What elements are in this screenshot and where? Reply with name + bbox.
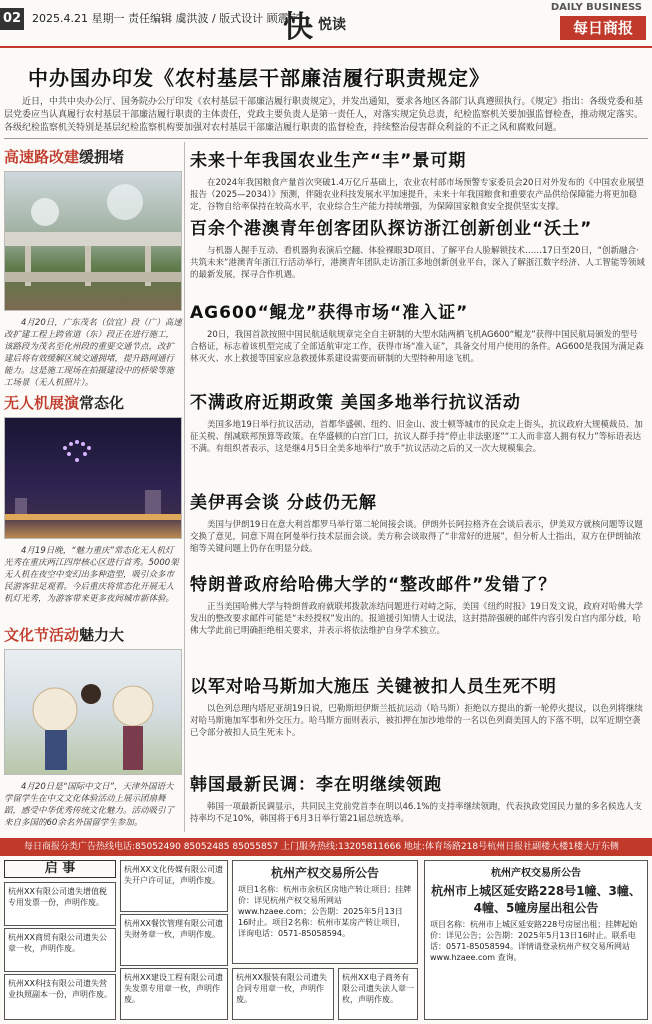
article-body: 正当美国哈佛大学与特朗普政府就联邦拨款冻结问题进行对峙之际，美国《纽约时报》19日发文说，政府对哈佛大学发出的整改要求邮件可能是“未经授权”发出的。报道援引知情人士说法，这封措辞强硬的邮件内容引发白宫内部分歧，哈佛大学此前已明确拒绝相关要求，并表示将依法维护自身学术独立。 bbox=[190, 602, 643, 636]
article-body: 在2024年我国粮食产量首次突破1.4万亿斤基础上，农业农村部市场预警专家委员会20日对外发布的《中国农业展望报告（2025—2034）》预测，伴随农业科技发展水平加速提升，未来十年我国粮食和重要农产品供给保障能力将更加稳定，谷物自给率保持在较高水平，农业综合生产能力持续增强，为保障国家粮食安全提供坚实支撑。 bbox=[190, 178, 644, 212]
property-exchange-notice bbox=[232, 860, 418, 964]
notice-title: 杭州产权交易所公告 bbox=[270, 866, 379, 880]
notice-body: 项目1名称：杭州市余杭区房地产转让项目；挂牌价：详见杭州产权交易所网站 www.hzaee.com；公告期：2025年5月13日16时止。项目2名称：杭州市某房产转让项目，详询电话：0571-85058594。 bbox=[238, 885, 412, 938]
ad-item: 杭州XX文化传媒有限公司遗失开户许可证，声明作废。 bbox=[120, 860, 228, 912]
article-body: 与机器人握手互动、看机器狗表演后空翻、体验裸眼3D项目、了解平台人脸解锁技术……17日至20日，“创新融合·共筑未来”港澳青年浙江行活动举行，港澳青年团队走访浙江多地创新创业平台，深入了解浙江数字经济、人工智能等领域的最新发展，探寻合作机遇。 bbox=[190, 246, 645, 280]
ad-item: 杭州XX有限公司遗失增值税专用发票一份，声明作废。 bbox=[4, 882, 116, 926]
lead-headline: 中办国办印发《农村基层干部廉洁履行职责规定》 bbox=[28, 66, 490, 90]
article-body: 以色列总理内塔尼亚胡19日说，巴勒斯坦伊斯兰抵抗运动（哈马斯）拒绝以方提出的新一轮停火提议，以色列将继续对哈马斯施加军事和外交压力。哈马斯方面则表示，被扣押在加沙地带的一名以色列裔美国人的下落不明，以军近期空袭已令部分被扣人员生死未卜。 bbox=[190, 704, 643, 738]
article-headline: 美伊再会谈 分歧仍无解 bbox=[190, 493, 377, 513]
page-header bbox=[0, 0, 652, 48]
article-headline: 以军对哈马斯加大施压 关键被扣人员生死不明 bbox=[190, 677, 557, 697]
article-headline: 百余个港澳青年创客团队探访浙江创新创业“沃土” bbox=[190, 219, 593, 239]
notice-title: 杭州市上城区延安路228号1幢、3幢、4幢、5幢房屋出租公告 bbox=[431, 884, 641, 915]
article-2 bbox=[190, 214, 646, 281]
section-word: 悦读 bbox=[318, 17, 346, 33]
highway-photo-illustration bbox=[5, 172, 182, 311]
ad-item: 杭州XX商贸有限公司遗失公章一枚，声明作废。 bbox=[4, 928, 116, 972]
ad-item: 杭州XX电子商务有限公司遗失法人章一枚，声明作废。 bbox=[338, 968, 418, 1020]
date-line: 2025.4.21 星期一 责任编辑 虞洪波 / 版式设计 顾震宇 bbox=[32, 12, 300, 25]
rental-notice bbox=[424, 860, 648, 1020]
highway-photo bbox=[4, 171, 182, 311]
article-4 bbox=[190, 388, 646, 455]
article-3 bbox=[190, 298, 646, 365]
article-headline: 不满政府近期政策 美国多地举行抗议活动 bbox=[190, 393, 521, 413]
classified-ads-bar: 每日商报分类广告热线电话:85052490 85052485 85055857 上门服务热线:13205811666 地址:体育场路218号杭州日报社副楼大楼1楼大厅东侧 bbox=[0, 838, 652, 856]
article-headline: 韩国最新民调：李在明继续领跑 bbox=[190, 775, 442, 795]
photo-caption: 4月19日晚，“魅力重庆”常态化无人机灯光秀在重庆两江四岸核心区进行首秀。5000架无人机在夜空中变幻出多种造型，吸引众多市民游客驻足观看。今后重庆将常态化开展无人机灯光秀，为游客带来更多夜间城市新体验。 bbox=[4, 546, 179, 604]
side-story-title: 无人机展演常态化 bbox=[4, 394, 125, 412]
section-char: 快 bbox=[283, 10, 313, 45]
notice-label: 启 事 bbox=[4, 860, 116, 878]
article-body: 20日，我国首款按照中国民航适航规章完全自主研制的大型水陆两栖飞机AG600“鲲龙”获得中国民航局颁发的型号合格证，标志着该机型完成了全部适航审定工作，获得市场“准入证”，具备交付用户使用的条件。AG600是我国为满足森林灭火、水上救援等国家应急救援体系建设需要而研制的大型特种用途飞机。 bbox=[190, 330, 644, 364]
article-body: 美国多地19日举行抗议活动，首都华盛顿、纽约、旧金山、波士顿等城市的民众走上街头，抗议政府大规模裁员、加征关税、削减联邦预算等政策。在华盛顿的白宫门口，抗议人群手持“停止非法驱逐”“工人而非富人拥有权力”等标语表达不满。有组织者表示，这是继4月5日全美多地举行“放手”抗议活动之后的又一次大规模集会。 bbox=[190, 420, 643, 454]
drone-show-illustration bbox=[5, 418, 182, 539]
photo-caption: 4月20日是“国际中文日”，天津外国语大学留学生在中文文化体验活动上展示团扇舞蹈，感受中华优秀传统文化魅力。活动吸引了来自多国的60余名外国留学生参加。 bbox=[4, 782, 175, 828]
ad-item: 杭州XX科技有限公司遗失营业执照副本一份，声明作废。 bbox=[4, 974, 116, 1020]
article-6 bbox=[190, 570, 646, 637]
ad-item: 杭州XX建设工程有限公司遗失发票专用章一枚，声明作废。 bbox=[120, 968, 228, 1020]
photo-caption: 4月20日，广东茂名（信宜）段（广）高速改扩建工程上跨省道（东）段正在进行施工，该路段为茂名至化州段的重要交通节点，改扩建后将有效缓解区域交通拥堵，提升路网通行能力。这是施工现场在拍摄建设中的桥梁等施工场景（无人机照片）。 bbox=[4, 318, 182, 388]
notice-head: 杭州产权交易所公告 bbox=[491, 868, 581, 879]
article-8 bbox=[190, 770, 646, 825]
article-1 bbox=[190, 146, 646, 213]
paper-masthead: 每日商报 bbox=[560, 16, 646, 40]
side-story-1 bbox=[4, 146, 182, 389]
ad-item: 杭州XX餐饮管理有限公司遗失财务章一枚，声明作废。 bbox=[120, 914, 228, 966]
article-5 bbox=[190, 488, 646, 555]
classified-ads bbox=[0, 858, 652, 1024]
ad-item: 杭州XX服装有限公司遗失合同专用章一枚，声明作废。 bbox=[232, 968, 334, 1020]
lead-body: 近日，中共中央办公厅、国务院办公厅印发《农村基层干部廉洁履行职责规定》，并发出通知，要求各地区各部门认真遵照执行。《规定》指出：各级党委和基层党委应当认真履行农村基层干部廉洁履行职责的主体责任，党政主要负责人是第一责任人，对落实规定负总责，纪检监察机关要加强监督检查，推动规定落实。各级纪检监察机关特别是基层纪检监察机构要加强对农村基层干部廉洁履行职责的监督检查，持续整治侵害群众利益的不正之风和腐败问题。 bbox=[4, 97, 644, 133]
article-7 bbox=[190, 672, 646, 739]
side-story-2 bbox=[4, 392, 182, 605]
paper-name-en: DAILY BUSINESS bbox=[550, 2, 642, 13]
article-body: 美国与伊朗19日在意大利首都罗马举行第二轮间接会谈。伊朗外长阿拉格齐在会谈后表示，伊美双方就核问题等议题交换了意见，同意下周在阿曼举行技术层面会谈。美方称会谈取得了“非常好的进展”，但分析人士指出，双方在伊朗铀浓缩等关键问题上仍存在明显分歧。 bbox=[190, 520, 643, 554]
article-headline: 未来十年我国农业生产“丰”景可期 bbox=[190, 151, 467, 171]
side-story-3 bbox=[4, 624, 182, 829]
page-number: 02 bbox=[0, 8, 24, 30]
culture-festival-photo bbox=[4, 649, 182, 775]
column-divider bbox=[184, 142, 185, 832]
notice-body: 项目名称：杭州市上城区延安路228号房屋出租；挂牌起始价：详见公告；公告期：2025年5月13日16时止。联系电话：0571-85058594。详情请登录杭州产权交易所网站 www.hzaee.com 查询。 bbox=[430, 920, 638, 962]
side-story-title: 文化节活动魅力大 bbox=[4, 626, 125, 644]
article-headline: 特朗普政府给哈佛大学的“整改邮件”发错了？ bbox=[190, 575, 557, 595]
culture-festival-illustration bbox=[5, 650, 182, 775]
article-body: 韩国一项最新民调显示，共同民主党前党首李在明以46.1%的支持率继续领跑，代表执政党国民力量的多名候选人支持率均不足10%，韩国将于6月3日举行第21届总统选举。 bbox=[190, 802, 643, 824]
side-story-title: 高速路改建缓拥堵 bbox=[4, 148, 125, 166]
drone-show-photo bbox=[4, 417, 182, 539]
article-headline: AG600“鲲龙”获得市场“准入证” bbox=[190, 303, 469, 323]
divider bbox=[4, 138, 648, 139]
